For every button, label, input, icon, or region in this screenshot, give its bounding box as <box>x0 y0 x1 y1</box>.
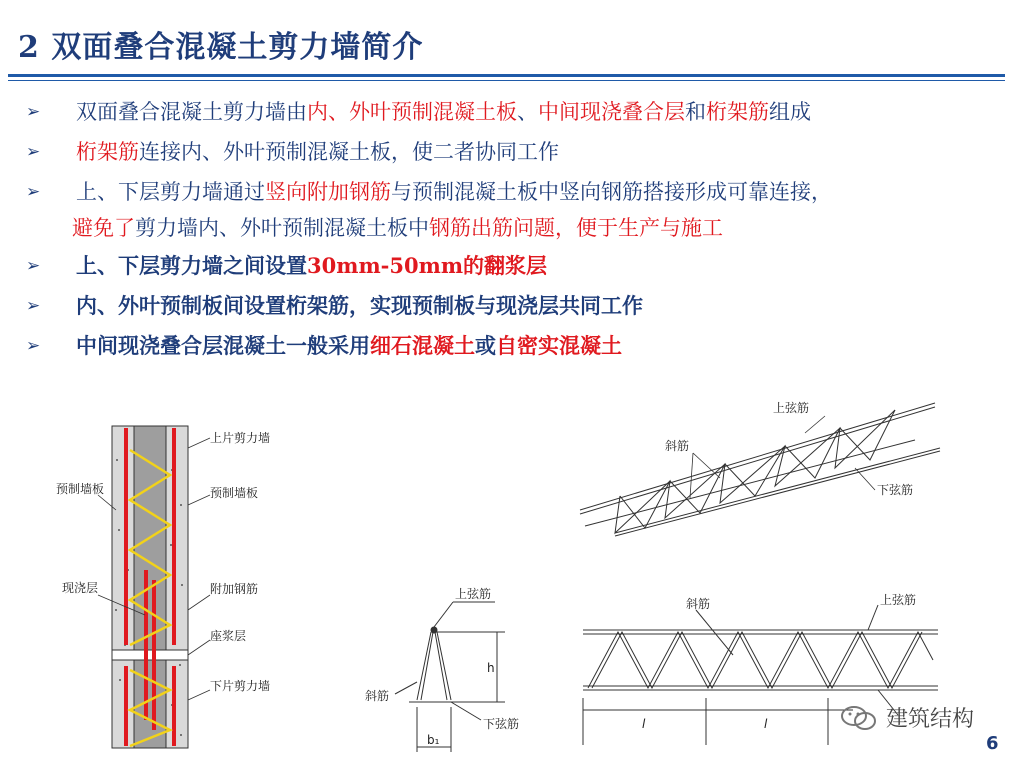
highlight-text: 桁架筋 <box>706 100 769 124</box>
page-title: 2 双面叠合混凝土剪力墙简介 <box>18 30 424 65</box>
highlight-text: 内、外叶预制混凝土板 <box>307 100 517 124</box>
bullet-text-segment: 内、外叶预制板间设置桁架筋，实现预制板与现浇层共同工作 <box>76 293 643 318</box>
bullet-item <box>22 92 1012 132</box>
bullet-arrow-icon: ➢ <box>26 256 41 276</box>
section-label-diagonal: 斜筋 <box>365 689 390 703</box>
label-precast-left: 预制墙板 <box>56 482 105 496</box>
bullet-list <box>22 92 1012 366</box>
bullet-text <box>76 172 1012 212</box>
bullet-text-segment: 组成 <box>769 100 811 124</box>
truss3d-label-bottom: 下弦筋 <box>877 483 914 497</box>
bullet-item <box>22 326 1012 366</box>
wechat-icon <box>840 704 878 732</box>
page-number: 6 <box>986 733 999 754</box>
elevation-label-top: 上弦筋 <box>880 593 917 607</box>
bullet-text <box>76 246 1012 286</box>
bullet-item <box>22 172 1012 212</box>
elevation-label-diagonal: 斜筋 <box>686 597 711 611</box>
label-grout-layer: 座浆层 <box>210 629 247 643</box>
bullet-arrow-icon: ➢ <box>26 182 41 202</box>
truss-3d-diagram <box>575 398 945 548</box>
truss3d-label-diagonal: 斜筋 <box>665 439 690 453</box>
highlight-text: 30mm-50mm的翻浆层 <box>307 253 548 278</box>
label-upper-wall: 上片剪力墙 <box>210 431 271 445</box>
label-extra-rebar: 附加钢筋 <box>210 582 259 596</box>
title-underline-thin <box>8 80 1005 81</box>
label-precast-right: 预制墙板 <box>210 486 259 500</box>
bullet-text-segment: 与预制混凝土板中竖向钢筋搭接形成可靠连接， <box>391 180 832 204</box>
bullet-text-segment: 中间现浇叠合层混凝土一般采用 <box>76 333 370 358</box>
bullet-text <box>76 326 1012 366</box>
title-underline <box>8 74 1005 77</box>
section-label-h: h <box>487 661 495 675</box>
bullet-text <box>76 92 1012 132</box>
bullet-text-segment: 、 <box>517 100 538 124</box>
truss-section-diagram <box>365 582 525 757</box>
truss3d-label-top: 上弦筋 <box>773 401 810 415</box>
label-cast-layer: 现浇层 <box>62 581 99 595</box>
bullet-text-continuation <box>22 210 1012 246</box>
bullet-text-segment: 上、下层剪力墙之间设置 <box>76 253 307 278</box>
section-label-top: 上弦筋 <box>455 587 492 601</box>
section-label-bottom: 下弦筋 <box>483 717 520 731</box>
highlight-text: 自密实混凝土 <box>496 333 622 358</box>
bullet-text-segment: 和 <box>685 100 706 124</box>
bullet-item <box>22 246 1012 286</box>
bullet-item <box>22 286 1012 326</box>
wall-section-diagram <box>50 420 290 755</box>
bullet-text-segment: 或 <box>475 333 496 358</box>
bullet-arrow-icon: ➢ <box>26 142 41 162</box>
bullet-text-segment: 双面叠合混凝土剪力墙由 <box>76 100 307 124</box>
bullet-text-segment: 剪力墙内、外叶预制混凝土板中 <box>135 216 429 240</box>
bullet-text <box>76 132 1012 172</box>
bullet-arrow-icon: ➢ <box>26 102 41 122</box>
highlight-text: 中间现浇叠合层 <box>538 100 685 124</box>
watermark <box>840 702 974 733</box>
label-lower-wall: 下片剪力墙 <box>210 679 271 693</box>
highlight-text: 细石混凝土 <box>370 333 475 358</box>
bullet-arrow-icon: ➢ <box>26 296 41 316</box>
highlight-text: 桁架筋 <box>76 140 139 164</box>
bullet-text-segment: 上、下层剪力墙通过 <box>76 180 265 204</box>
bullet-arrow-icon: ➢ <box>26 336 41 356</box>
watermark-text: 建筑结构 <box>886 707 975 732</box>
highlight-text: 钢筋出筋问题，便于生产与施工 <box>429 216 723 240</box>
highlight-text: 避免了 <box>72 216 135 240</box>
elevation-label-l2: l <box>764 717 768 731</box>
bullet-item <box>22 132 1012 172</box>
bullet-text-segment: 连接内、外叶预制混凝土板，使二者协同工作 <box>139 140 559 164</box>
section-label-b1: b₁ <box>427 733 440 747</box>
highlight-text: 竖向附加钢筋 <box>265 180 391 204</box>
elevation-label-l1: l <box>642 717 646 731</box>
bullet-text <box>76 286 1012 326</box>
